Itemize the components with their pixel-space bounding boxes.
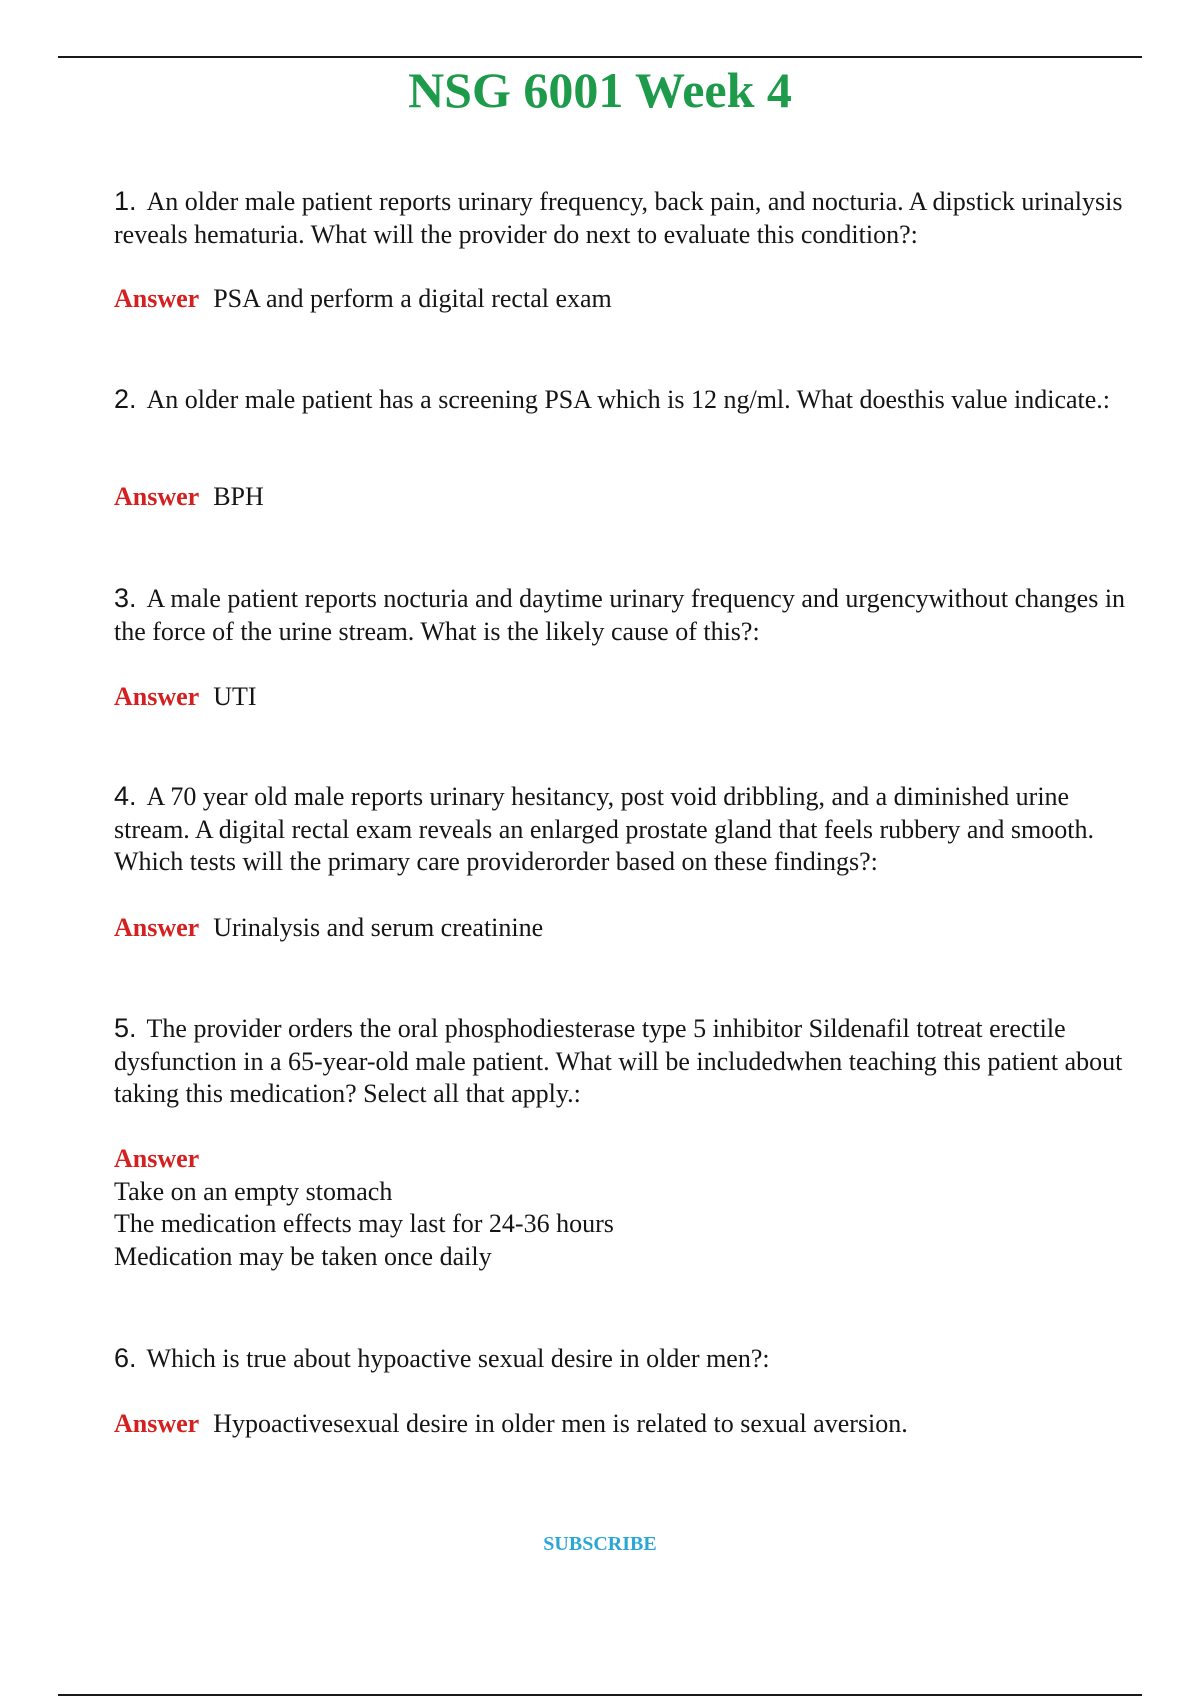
question-number: 2.: [114, 384, 137, 414]
answer-text: Urinalysis and serum creatinine: [213, 913, 544, 942]
answer-text: PSA and perform a digital rectal exam: [213, 284, 612, 313]
question-text: A male patient reports nocturia and daytime urinary frequency and urgencywithout changes in the force of the urine stream. What is the likely cause of this?:: [114, 584, 1126, 646]
answer-label: Answer: [114, 284, 200, 313]
answer-label: Answer: [114, 913, 200, 942]
answer-6: [114, 1408, 1144, 1441]
page-title: NSG 6001 Week 4: [408, 62, 792, 118]
bottom-rule: [58, 1694, 1142, 1696]
answer-text: UTI: [213, 682, 257, 711]
question-3: [114, 582, 1144, 648]
answer-line: The medication effects may last for 24-36 hours: [114, 1209, 614, 1238]
question-1: [114, 185, 1144, 251]
question-text: The provider orders the oral phosphodiesterase type 5 inhibitor Sildenafil totreat erectile dysfunction in a 65-year-old male patient. What will be includedwhen teaching this patient about taking this medication? Select all that apply.:: [114, 1014, 1123, 1108]
question-text: Which is true about hypoactive sexual desire in older men?:: [146, 1344, 770, 1373]
question-2: [114, 383, 1144, 417]
answer-text: BPH: [213, 482, 264, 511]
answer-2: [114, 481, 1144, 514]
answer-line: Take on an empty stomach: [114, 1176, 393, 1206]
question-number: 4.: [114, 781, 137, 811]
question-text: A 70 year old male reports urinary hesitancy, post void dribbling, and a diminished urine stream. A digital rectal exam reveals an enlarged prostate gland that feels rubbery and smooth. Which tests will the primary care providerorder based on these findings?:: [114, 782, 1094, 876]
question-number: 5.: [114, 1013, 137, 1043]
question-text: An older male patient reports urinary frequency, back pain, and nocturia. A dipstick urinalysis reveals hematuria. What will the provider do next to evaluate this condition?:: [114, 187, 1123, 249]
answer-label: Answer: [114, 1409, 200, 1438]
question-4: [114, 780, 1144, 879]
answer-label: Answer: [114, 682, 200, 711]
answer-1: [114, 283, 1144, 316]
answer-5: [114, 1143, 1144, 1273]
question-number: 1.: [114, 186, 137, 216]
answer-label: Answer: [114, 482, 200, 511]
question-number: 6.: [114, 1343, 137, 1373]
answer-line: Medication may be taken once daily: [114, 1241, 492, 1271]
answer-3: [114, 681, 1144, 714]
question-6: [114, 1342, 1144, 1376]
subscribe-link[interactable]: SUBSCRIBE: [543, 1533, 657, 1555]
question-text: An older male patient has a screening PSA which is 12 ng/ml. What doesthis value indicate.:: [146, 385, 1111, 414]
question-number: 3.: [114, 583, 137, 613]
answer-4: [114, 912, 1144, 945]
question-5: [114, 1012, 1144, 1111]
answer-label: Answer: [114, 1144, 200, 1173]
answer-text: Hypoactivesexual desire in older men is related to sexual aversion.: [213, 1409, 908, 1438]
